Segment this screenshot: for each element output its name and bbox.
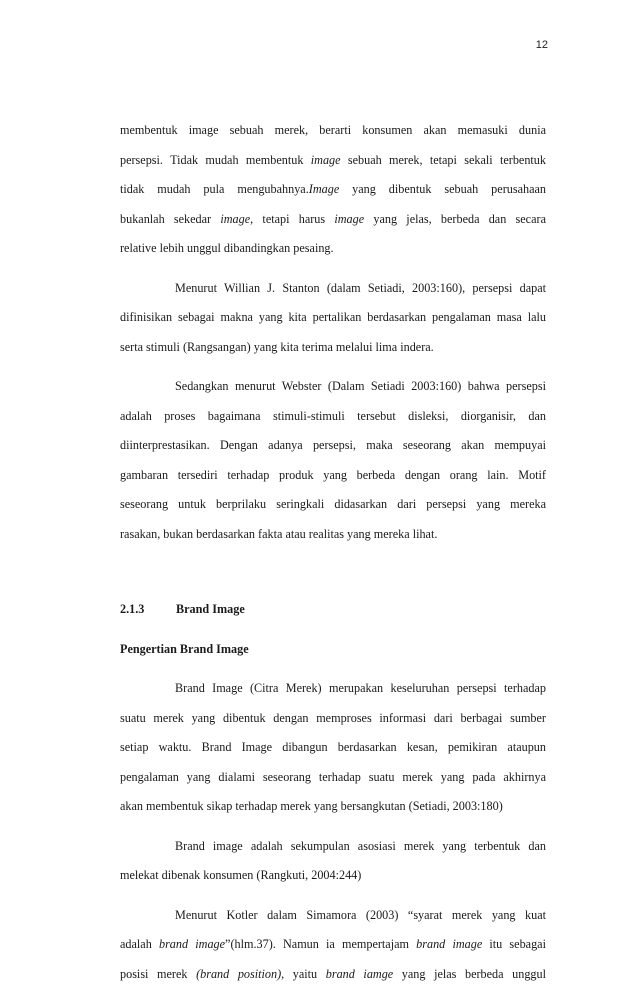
text-line: membentuk image sebuah merek, berarti konsumen akan memasuki dunia: [120, 116, 546, 146]
text-line: Sedangkan menurut Webster (Dalam Setiadi 2003:160) bahwa persepsi: [120, 372, 546, 402]
text-line: Menurut Willian J. Stanton (dalam Setiadi, 2003:160), persepsi dapat: [120, 274, 546, 304]
section-heading: [120, 595, 546, 625]
text-line: tidak mudah pula mengubahnya.Image yang dibentuk sebuah perusahaan: [120, 175, 546, 205]
text-line: rasakan, bukan berdasarkan fakta atau realitas yang mereka lihat.: [120, 520, 546, 550]
paragraph-2: [120, 274, 546, 363]
text-line: Menurut Kotler dalam Simamora (2003) “syarat merek yang kuat: [120, 901, 546, 931]
text-line: diinterprestasikan. Dengan adanya persepsi, maka seseorang akan mempuyai: [120, 431, 546, 461]
text-line: Brand image adalah sekumpulan asosiasi merek yang terbentuk dan: [120, 832, 546, 862]
section-number: 2.1.3: [120, 595, 176, 625]
paragraph-6: [120, 901, 546, 989]
text-line: melekat dibenak konsumen (Rangkuti, 2004:244): [120, 861, 546, 891]
text-line: suatu merek yang dibentuk dengan memproses informasi dari berbagai sumber: [120, 704, 546, 734]
paragraph-1: [120, 116, 546, 264]
text-line: serta stimuli (Rangsangan) yang kita terima melalui lima indera.: [120, 333, 546, 363]
text-line: Brand Image (Citra Merek) merupakan keseluruhan persepsi terhadap: [120, 674, 546, 704]
text-line: gambaran tersediri terhadap produk yang berbeda dengan orang lain. Motif: [120, 461, 546, 491]
text-line: akan membentuk sikap terhadap merek yang bersangkutan (Setiadi, 2003:180): [120, 792, 546, 822]
page-number: 12: [536, 39, 548, 51]
text-line: setiap waktu. Brand Image dibangun berdasarkan kesan, pemikiran ataupun: [120, 733, 546, 763]
text-line: bukanlah sekedar image, tetapi harus image yang jelas, berbeda dan secara: [120, 205, 546, 235]
text-line: relative lebih unggul dibandingkan pesaing.: [120, 234, 546, 264]
text-line: pengalaman yang dialami seseorang terhadap suatu merek yang pada akhirnya: [120, 763, 546, 793]
text-line: persepsi. Tidak mudah membentuk image sebuah merek, tetapi sekali terbentuk: [120, 146, 546, 176]
text-line: difinisikan sebagai makna yang kita pertalikan berdasarkan pengalaman masa lalu: [120, 303, 546, 333]
paragraph-4: [120, 674, 546, 822]
text-line: seseorang untuk berprilaku seringkali didasarkan dari persepsi yang mereka: [120, 490, 546, 520]
paragraph-5: [120, 832, 546, 891]
document-body: [120, 116, 546, 989]
paragraph-3: [120, 372, 546, 549]
section-title: Brand Image: [176, 602, 245, 616]
text-line: adalah proses bagaimana stimuli-stimuli tersebut disleksi, diorganisir, dan: [120, 402, 546, 432]
text-line: adalah brand image”(hlm.37). Namun ia mempertajam brand image itu sebagai: [120, 930, 546, 960]
text-line: posisi merek (brand position), yaitu brand iamge yang jelas berbeda unggul: [120, 960, 546, 989]
sub-heading: Pengertian Brand Image: [120, 635, 546, 665]
